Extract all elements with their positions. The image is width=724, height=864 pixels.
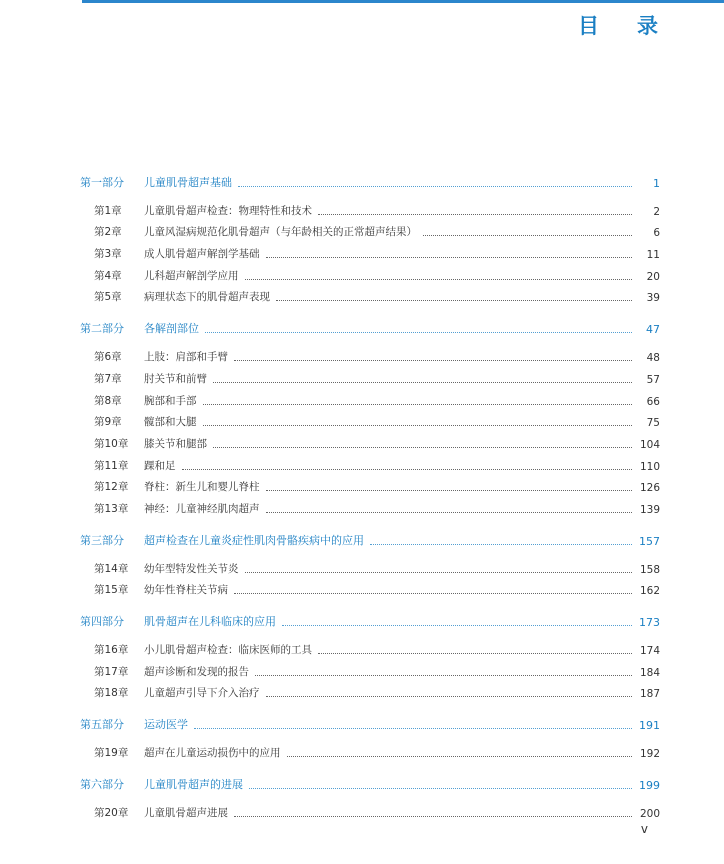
leader-dots	[203, 424, 633, 426]
chapter-number: 第3章	[94, 248, 122, 261]
chapter-number: 第14章	[94, 562, 129, 575]
part-number: 第五部分	[80, 718, 124, 732]
toc-part	[80, 170, 660, 304]
chapter-title: 小儿肌骨超声检查：临床医师的工具	[144, 644, 312, 656]
toc-chapter-entry[interactable]	[80, 657, 660, 679]
top-rule	[82, 0, 724, 3]
toc-part	[80, 712, 660, 760]
chapter-page: 158	[639, 563, 660, 576]
leader-dots	[238, 185, 632, 187]
toc-part-entry[interactable]	[80, 712, 660, 732]
toc-chapter-entry[interactable]	[80, 679, 660, 701]
chapter-title: 幼年型特发性关节炎	[144, 562, 239, 575]
leader-dots	[245, 571, 633, 573]
chapter-number: 第17章	[94, 665, 129, 678]
toc-part-entry[interactable]	[80, 170, 660, 190]
chapter-number: 第6章	[94, 351, 122, 364]
leader-dots	[205, 331, 632, 333]
chapter-number: 第9章	[94, 416, 122, 429]
chapter-page: 126	[639, 482, 660, 495]
chapter-title: 儿童超声引导下介入治疗	[144, 687, 260, 700]
chapter-title: 病理状态下的肌骨超声表现	[144, 291, 270, 304]
leader-dots	[423, 234, 632, 236]
chapter-title: 髋部和大腿	[144, 416, 197, 429]
toc-chapter-entry[interactable]	[80, 386, 660, 408]
chapter-title: 儿童风湿病规范化肌骨超声（与年龄相关的正常超声结果）	[144, 226, 417, 239]
chapter-number: 第7章	[94, 372, 122, 385]
toc-chapter-entry[interactable]	[80, 473, 660, 495]
toc-part	[80, 316, 660, 516]
chapter-title: 超声诊断和发现的报告	[144, 665, 249, 678]
part-page: 1	[653, 177, 660, 190]
part-number: 第四部分	[80, 615, 124, 629]
toc-chapter-entry[interactable]	[80, 451, 660, 473]
toc-chapter-entry[interactable]	[80, 261, 660, 283]
chapter-number: 第15章	[94, 584, 129, 597]
part-title: 儿童肌骨超声的进展	[144, 778, 243, 792]
chapter-number: 第1章	[94, 204, 122, 217]
toc-part	[80, 609, 660, 700]
part-page: 173	[639, 616, 660, 630]
part-number: 第六部分	[80, 778, 124, 792]
leader-dots	[266, 511, 633, 513]
chapter-number: 第10章	[94, 437, 129, 450]
chapter-page: 48	[646, 352, 660, 365]
leader-dots	[194, 727, 632, 729]
chapter-page: 20	[646, 270, 660, 283]
leader-dots	[255, 674, 632, 676]
chapter-title: 腕部和手部	[144, 394, 197, 407]
toc-part-entry[interactable]	[80, 772, 660, 792]
part-title: 运动医学	[144, 718, 188, 732]
chapter-page: 39	[646, 292, 660, 305]
chapter-title: 儿科超声解剖学应用	[144, 269, 239, 282]
toc-chapter-entry[interactable]	[80, 738, 660, 760]
toc-chapter-entry[interactable]	[80, 342, 660, 364]
toc-part-entry[interactable]	[80, 609, 660, 629]
leader-dots	[266, 256, 633, 258]
chapter-page: 11	[646, 249, 660, 262]
toc-chapter-entry[interactable]	[80, 218, 660, 240]
part-number: 第二部分	[80, 322, 124, 336]
chapter-number: 第16章	[94, 644, 129, 656]
leader-dots	[234, 359, 632, 361]
toc-chapter-entry[interactable]	[80, 239, 660, 261]
part-number: 第三部分	[80, 533, 124, 547]
toc-chapter-entry[interactable]	[80, 798, 660, 820]
chapter-page: 162	[639, 585, 660, 598]
part-number: 第一部分	[80, 176, 124, 189]
toc-part	[80, 528, 660, 597]
leader-dots	[203, 403, 633, 405]
leader-dots	[370, 543, 632, 545]
leader-dots	[318, 213, 632, 215]
chapter-title: 膝关节和腿部	[144, 437, 207, 450]
chapter-title: 神经：儿童神经肌肉超声	[144, 502, 260, 515]
chapter-page: 192	[639, 748, 660, 761]
table-of-contents	[80, 170, 660, 832]
chapter-number: 第12章	[94, 481, 129, 494]
leader-dots	[213, 381, 632, 383]
leader-dots	[213, 446, 632, 448]
chapter-number: 第2章	[94, 226, 122, 239]
chapter-page: 187	[639, 688, 660, 701]
chapter-page: 104	[639, 438, 660, 451]
toc-chapter-entry[interactable]	[80, 429, 660, 451]
chapter-page: 200	[639, 807, 660, 820]
chapter-page: 57	[646, 373, 660, 386]
part-page: 199	[639, 779, 660, 793]
toc-chapter-entry[interactable]	[80, 364, 660, 386]
chapter-number: 第8章	[94, 394, 122, 407]
leader-dots	[234, 592, 632, 594]
leader-dots	[276, 299, 632, 301]
chapter-page: 66	[646, 395, 660, 408]
leader-dots	[234, 815, 632, 817]
part-title: 肌骨超声在儿科临床的应用	[144, 615, 276, 629]
toc-chapter-entry[interactable]	[80, 494, 660, 516]
toc-part-entry[interactable]	[80, 528, 660, 548]
chapter-number: 第4章	[94, 269, 122, 282]
part-title: 各解剖部位	[144, 322, 199, 336]
part-page: 157	[639, 534, 660, 548]
chapter-number: 第20章	[94, 806, 129, 819]
toc-chapter-entry[interactable]	[80, 576, 660, 598]
chapter-page: 75	[646, 417, 660, 430]
leader-dots	[249, 787, 632, 789]
chapter-title: 超声在儿童运动损伤中的应用	[144, 747, 281, 760]
toc-chapter-entry[interactable]	[80, 635, 660, 657]
chapter-number: 第18章	[94, 687, 129, 700]
page-number: v	[640, 822, 648, 836]
chapter-title: 脊柱：新生儿和婴儿脊柱	[144, 481, 260, 494]
part-page: 191	[639, 719, 660, 733]
chapter-title: 上肢：肩部和手臂	[144, 351, 228, 364]
toc-part	[80, 772, 660, 820]
leader-dots	[266, 695, 633, 697]
chapter-title: 幼年性脊柱关节病	[144, 584, 228, 597]
chapter-page: 139	[639, 503, 660, 516]
chapter-number: 第5章	[94, 291, 122, 304]
chapter-page: 174	[639, 645, 660, 657]
chapter-title: 踝和足	[144, 459, 176, 472]
chapter-page: 2	[653, 205, 660, 218]
toc-part-entry[interactable]	[80, 316, 660, 336]
chapter-page: 6	[653, 227, 660, 240]
page-title: 目录	[578, 14, 696, 38]
chapter-page: 184	[639, 666, 660, 679]
leader-dots	[182, 468, 633, 470]
chapter-title: 肘关节和前臂	[144, 372, 207, 385]
leader-dots	[282, 624, 632, 626]
chapter-title: 成人肌骨超声解剖学基础	[144, 248, 260, 261]
chapter-page: 110	[639, 460, 660, 473]
part-page: 47	[646, 323, 660, 337]
toc-chapter-entry[interactable]	[80, 554, 660, 576]
toc-chapter-entry[interactable]	[80, 408, 660, 430]
leader-dots	[287, 755, 633, 757]
chapter-number: 第11章	[94, 459, 129, 472]
chapter-title: 儿童肌骨超声检查：物理特性和技术	[144, 204, 312, 217]
leader-dots	[245, 278, 633, 280]
part-title: 超声检查在儿童炎症性肌肉骨骼疾病中的应用	[144, 533, 364, 547]
chapter-number: 第13章	[94, 502, 129, 515]
chapter-title: 儿童肌骨超声进展	[144, 806, 228, 819]
chapter-number: 第19章	[94, 747, 129, 760]
part-title: 儿童肌骨超声基础	[144, 176, 232, 189]
toc-chapter-entry[interactable]	[80, 196, 660, 218]
toc-chapter-entry[interactable]	[80, 283, 660, 305]
leader-dots	[266, 489, 633, 491]
leader-dots	[318, 652, 632, 654]
